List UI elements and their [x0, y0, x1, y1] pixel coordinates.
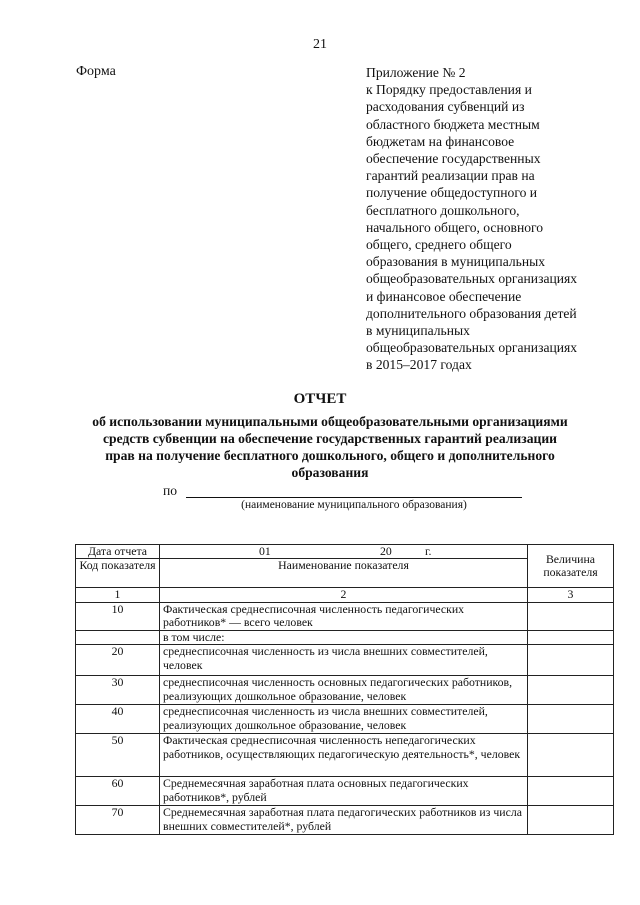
appendix-line: получение общедоступного и	[366, 185, 538, 201]
value-header: Величина показателя	[528, 545, 614, 588]
row-name: в том числе:	[160, 630, 528, 644]
appendix-line: Приложение № 2	[366, 65, 466, 80]
appendix-line: гарантий реализации прав на	[366, 168, 535, 184]
appendix-line: в 2015–2017 годах	[366, 357, 472, 373]
row-value-cell[interactable]	[528, 777, 614, 806]
row-value-cell[interactable]	[528, 630, 614, 644]
date-row	[76, 545, 614, 559]
appendix-line: и финансовое обеспечение	[366, 288, 522, 304]
column-number-row	[76, 588, 614, 602]
row-value-cell[interactable]	[528, 806, 614, 835]
row-value-cell[interactable]	[528, 734, 614, 777]
row-code: 10	[76, 602, 160, 630]
municipality-name-field[interactable]	[186, 497, 522, 498]
row-code: 20	[76, 645, 160, 676]
report-subtitle-line: об использовании муниципальными общеобразовательными организациями	[92, 414, 568, 429]
appendix-line: общеобразовательных организациях	[366, 340, 578, 356]
column-number: 2	[160, 588, 528, 602]
name-header-cell	[160, 545, 528, 588]
row-name: среднесписочная численность из числа внешних совместителей, реализующих дошкольное образование, человек	[160, 705, 528, 734]
appendix-line: общеобразовательных организациях	[366, 271, 578, 287]
row-name: Среднемесячная заработная плата основных педагогических работников*, рублей	[160, 777, 528, 806]
row-code: 60	[76, 777, 160, 806]
row-code: 30	[76, 676, 160, 705]
row-value-cell[interactable]	[528, 645, 614, 676]
code-header: Код показателя	[76, 559, 160, 588]
page-number: 21	[313, 37, 327, 52]
date-day: 01	[259, 544, 271, 558]
table-row	[76, 630, 614, 644]
appendix-line: начального общего, основного	[366, 219, 544, 235]
appendix-line: общего, среднего общего	[366, 237, 512, 253]
report-subtitle	[60, 413, 600, 481]
appendix-line: к Порядку предоставления и	[366, 82, 532, 98]
row-value-cell[interactable]	[528, 705, 614, 734]
row-code: 70	[76, 806, 160, 835]
report-subtitle-line: средств субвенции на обеспечение государственных гарантий реализации	[103, 431, 557, 446]
date-label: Дата отчета	[76, 545, 160, 559]
row-value-cell[interactable]	[528, 676, 614, 705]
date-year: 20	[380, 544, 392, 558]
report-subtitle-line: образования	[291, 465, 369, 480]
appendix-block	[366, 64, 626, 374]
table-row	[76, 705, 614, 734]
row-name: Среднемесячная заработная плата педагогических работников из числа внешних совместителей*, рублей	[160, 806, 528, 835]
appendix-line: образования в муниципальных	[366, 254, 546, 270]
form-label: Форма	[76, 64, 116, 79]
row-value-cell[interactable]	[528, 602, 614, 630]
report-title: ОТЧЕТ	[293, 391, 347, 407]
row-code: 50	[76, 734, 160, 777]
table-row	[76, 777, 614, 806]
row-code: 40	[76, 705, 160, 734]
appendix-line: обеспечение государственных	[366, 151, 541, 167]
table-row	[76, 806, 614, 835]
row-name: среднесписочная численность из числа внешних совместителей, человек	[160, 645, 528, 676]
column-number: 3	[528, 588, 614, 602]
appendix-line: областного бюджета местным	[366, 116, 540, 132]
municipality-name-hint: (наименование муниципального образования)	[241, 499, 467, 511]
appendix-line: бюджетам на финансовое	[366, 133, 515, 149]
po-label: по	[163, 483, 178, 498]
row-name: Фактическая среднесписочная численность непедагогических работников, осуществляющих педагогическую деятельность*, человек	[160, 734, 528, 777]
appendix-line: дополнительного образования детей	[366, 305, 577, 321]
report-table	[75, 544, 614, 835]
row-name: Фактическая среднесписочная численность педагогических работников* — всего человек	[160, 602, 528, 630]
row-name: среднесписочная численность основных педагогических работников, реализующих дошкольное образование, человек	[160, 676, 528, 705]
date-suffix: г.	[425, 544, 432, 558]
row-code	[76, 630, 160, 644]
table-row	[76, 645, 614, 676]
report-subtitle-line: прав на получение бесплатного дошкольного, общего и дополнительного	[105, 448, 555, 463]
column-number: 1	[76, 588, 160, 602]
report-date-field[interactable]	[163, 545, 524, 558]
table-row	[76, 676, 614, 705]
appendix-line: бесплатного дошкольного,	[366, 202, 520, 218]
table-row	[76, 734, 614, 777]
appendix-line: расходования субвенций из	[366, 99, 525, 115]
table-row	[76, 602, 614, 630]
appendix-line: в муниципальных	[366, 323, 470, 339]
name-header: Наименование показателя	[278, 558, 409, 572]
